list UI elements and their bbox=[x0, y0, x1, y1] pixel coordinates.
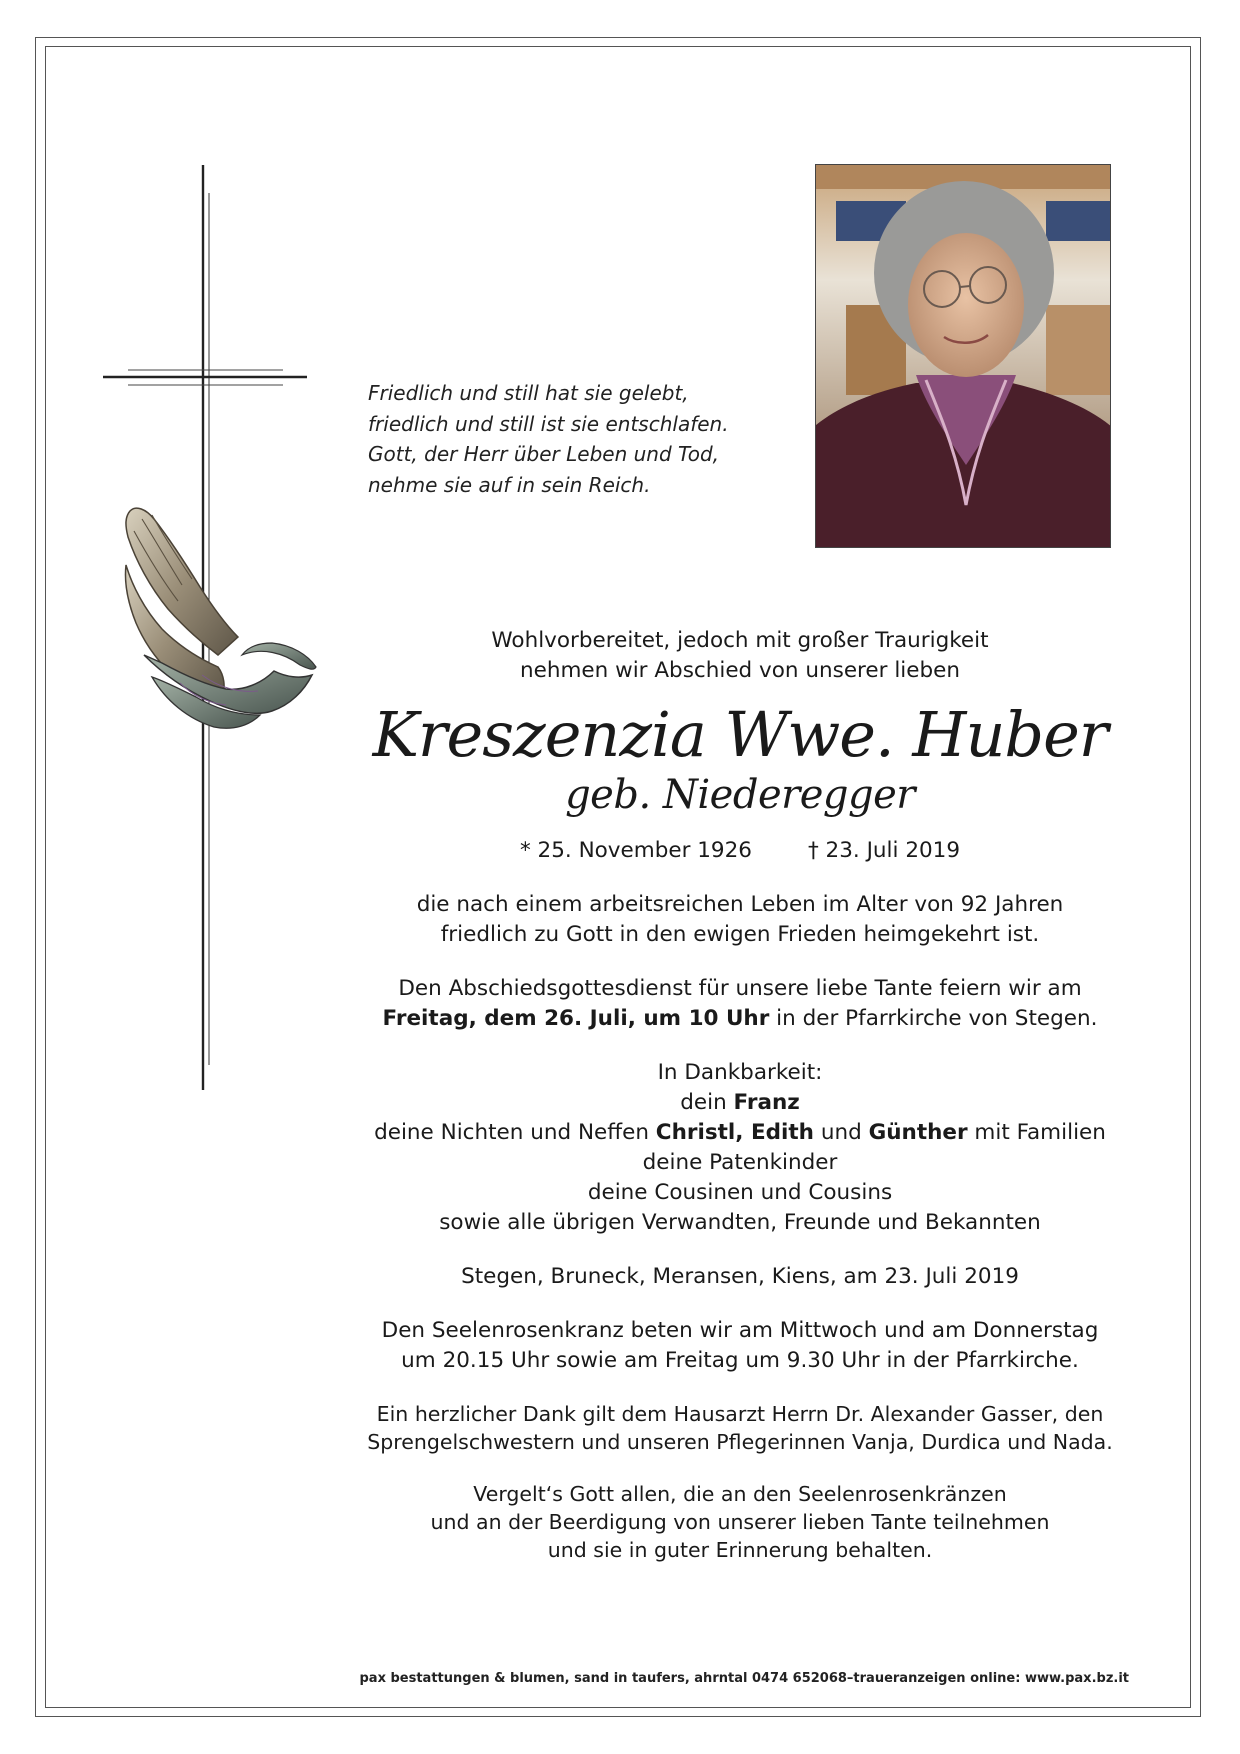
rosary-line: um 20.15 Uhr sowie am Freitag um 9.30 Uhr in der Pfarrkirche. bbox=[401, 1348, 1079, 1373]
service-place: in der Pfarrkirche von Stegen. bbox=[769, 1006, 1098, 1031]
mourner-name: Franz bbox=[733, 1090, 800, 1115]
footer bbox=[45, 1671, 1191, 1686]
rosary-info bbox=[360, 1316, 1120, 1376]
mourner-text: deine Patenkinder bbox=[642, 1150, 838, 1175]
thanks-line: Sprengelschwestern und unseren Pflegerinnen Vanja, Durdica und Nada. bbox=[367, 1430, 1113, 1454]
deceased-name: Kreszenzia Wwe. Huber bbox=[372, 698, 1108, 771]
age-text bbox=[360, 890, 1120, 950]
intro-line: Wohlvorbereitet, jedoch mit großer Traurigkeit bbox=[491, 628, 989, 653]
mourner-text: mit Familien bbox=[967, 1120, 1106, 1145]
life-dates bbox=[360, 836, 1120, 866]
verse bbox=[368, 378, 788, 500]
birth-date: * 25. November 1926 bbox=[519, 838, 752, 863]
portrait-photo bbox=[815, 164, 1111, 548]
closing-line: Vergelt‘s Gott allen, die an den Seelenrosenkränzen bbox=[473, 1482, 1007, 1506]
mourner-name: Christl, Edith bbox=[655, 1120, 814, 1145]
thanks-line: Ein herzlicher Dank gilt dem Hausarzt Herrn Dr. Alexander Gasser, den bbox=[376, 1402, 1104, 1426]
mourner-text: deine Cousinen und Cousins bbox=[587, 1180, 893, 1205]
praying-hands-icon bbox=[122, 505, 317, 730]
death-date: † 23. Juli 2019 bbox=[807, 838, 961, 863]
verse-line: Friedlich und still hat sie gelebt, bbox=[368, 381, 689, 405]
closing-line: und sie in guter Erinnerung behalten. bbox=[547, 1538, 933, 1562]
service-info bbox=[360, 974, 1120, 1034]
maiden-name: geb. Niederegger bbox=[565, 772, 915, 818]
mourner-text: sowie alle übrigen Verwandten, Freunde und Bekannten bbox=[439, 1210, 1041, 1235]
closing bbox=[360, 1480, 1120, 1564]
mourner-name: Günther bbox=[868, 1120, 968, 1145]
mourner-text: deine Nichten und Neffen bbox=[374, 1120, 656, 1145]
mourner-text: dein bbox=[680, 1090, 734, 1115]
service-date: Freitag, dem 26. Juli, um 10 Uhr bbox=[382, 1006, 770, 1031]
verse-line: Gott, der Herr über Leben und Tod, bbox=[368, 442, 720, 466]
thanks bbox=[360, 1400, 1120, 1456]
service-line: Den Abschiedsgottesdienst für unsere liebe Tante feiern wir am bbox=[398, 976, 1082, 1001]
rosary-line: Den Seelenrosenkranz beten wir am Mittwoch und am Donnerstag bbox=[381, 1318, 1099, 1343]
mourner-text: und bbox=[813, 1120, 869, 1145]
obituary-text bbox=[360, 626, 1120, 1564]
mourners-heading: In Dankbarkeit: bbox=[657, 1060, 823, 1085]
age-line: friedlich zu Gott in den ewigen Frieden heimgekehrt ist. bbox=[440, 922, 1040, 947]
place-date: Stegen, Bruneck, Meransen, Kiens, am 23. Juli 2019 bbox=[461, 1264, 1019, 1289]
intro bbox=[360, 626, 1120, 686]
footer-text: pax bestattungen & blumen, sand in taufers, ahrntal 0474 652068–traueranzeigen online: www.pax.bz.it bbox=[359, 1671, 1129, 1686]
mourners bbox=[360, 1058, 1120, 1238]
closing-line: und an der Beerdigung von unserer lieben Tante teilnehmen bbox=[430, 1510, 1050, 1534]
intro-line: nehmen wir Abschied von unserer lieben bbox=[520, 658, 960, 683]
verse-line: friedlich und still ist sie entschlafen. bbox=[368, 411, 729, 436]
age-line: die nach einem arbeitsreichen Leben im Alter von 92 Jahren bbox=[416, 892, 1064, 917]
verse-line: nehme sie auf in sein Reich. bbox=[368, 472, 651, 497]
